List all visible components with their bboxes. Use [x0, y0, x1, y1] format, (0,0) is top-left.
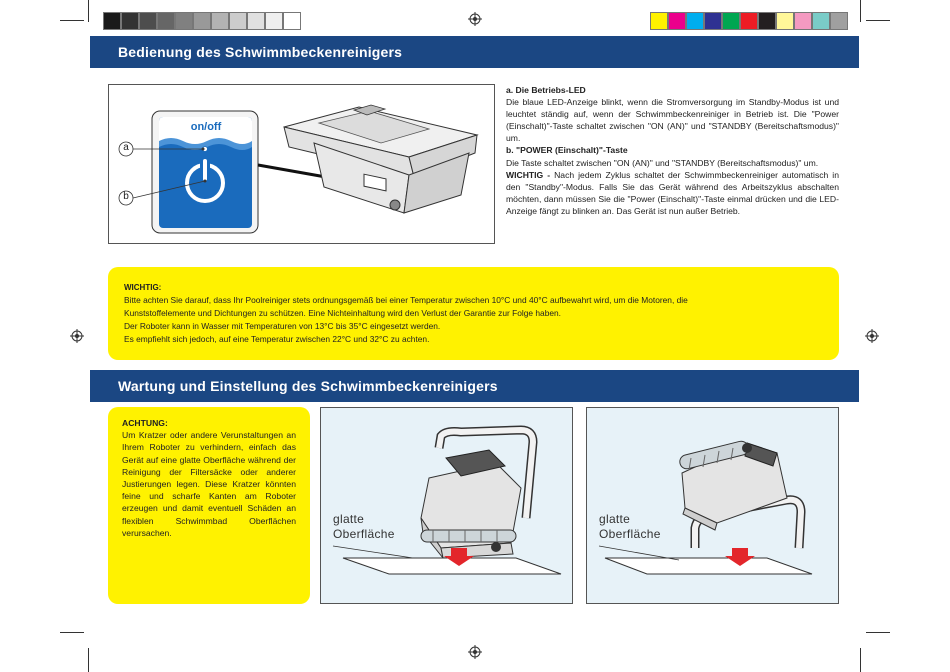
grayscale-color-bar — [103, 12, 301, 30]
surface-label-line1: glatte — [599, 512, 631, 526]
section-title: Bedienung des Schwimmbeckenreinigers — [118, 44, 403, 60]
led-heading: a. Die Betriebs-LED — [506, 85, 586, 95]
robot-figure-panel — [586, 407, 839, 604]
registration-mark-icon — [468, 645, 482, 659]
power-supply-illustration — [109, 85, 494, 243]
temperature-warning-box — [108, 267, 839, 360]
registration-mark-icon — [865, 329, 879, 343]
warning-heading: WICHTIG: — [124, 283, 162, 292]
caution-heading: ACHTUNG: — [122, 418, 168, 428]
surface-label-line1: glatte — [333, 512, 365, 526]
power-button-description: Die Taste schaltet zwischen "ON (AN)" und "STANDBY (Bereitschaftsmodus)" um. — [506, 157, 819, 168]
caution-box — [108, 407, 310, 604]
surface-label — [333, 512, 395, 542]
surface-label — [599, 512, 661, 542]
section-title: Wartung und Einstellung des Schwimmbeckenreinigers — [118, 378, 498, 394]
important-text: Nach jedem Zyklus schaltet der Schwimmbeckenreiniger automatisch in den "Standby"-Modus. Falls Sie das Gerät während des Arbeitszyklus abschalten möchten, dann müssen Sie die "Power (Einschalt)"-Taste einmal drücken und die LED-Anzeige fängt zu blinken an. Das Gerät ist nun außer Betrieb. — [506, 169, 839, 216]
callout-a: a — [123, 142, 129, 153]
section-header — [90, 370, 859, 402]
robot-figure-panel — [320, 407, 573, 604]
crop-mark — [866, 632, 890, 633]
crop-mark — [88, 0, 89, 22]
callout-b: b — [123, 191, 129, 202]
warning-line: Es empfiehlt sich jedoch, auf eine Temperatur zwischen 22°C und 32°C zu achten. — [124, 334, 430, 344]
robot-on-surface-illustration — [587, 408, 838, 603]
power-button-heading: b. "POWER (Einschalt)"-Taste — [506, 145, 628, 156]
device-figure — [108, 84, 495, 244]
crop-mark — [88, 648, 89, 672]
important-note — [506, 169, 839, 217]
warning-line: Bitte achten Sie darauf, dass Ihr Poolreiniger stets ordnungsgemäß bei einer Temperatur zwischen 10°C und 40°C aufbewahrt wird, um die Motoren, die — [124, 295, 688, 305]
caution-text: Um Kratzer oder andere Verunstaltungen an Ihrem Roboter zu verhindern, einfach das Gerät auf eine glatte Oberfläche während der Reinigung der Filtersäcke oder anderer Justierungen legen. Diese Kratzer könnten feine und scharfe Kanten am Roboter erzeugen und damit eventuell Schäden an flexiblen Schwimmbad Oberflächen verursachen. — [122, 430, 296, 538]
registration-mark-icon — [70, 329, 84, 343]
important-label: WICHTIG - — [506, 169, 551, 180]
section-header — [90, 36, 859, 68]
surface-label-line2: Oberfläche — [599, 527, 661, 541]
crop-mark — [60, 20, 84, 21]
panel-label: on/off — [190, 121, 222, 133]
cmyk-color-bar — [650, 12, 848, 30]
crop-mark — [860, 0, 861, 22]
led-description: Die blaue LED-Anzeige blinkt, wenn die Stromversorgung im Standby-Modus ist und leuchtet ständig auf, wenn der Schwimmbeckenreiniger in Betrieb ist. Die "Power (Einschalt)"-Taste schaltet zwischen "ON (AN)" und "STANDBY (Bereitschaftsmodus)" um. — [506, 97, 839, 144]
robot-on-surface-illustration — [321, 408, 572, 603]
warning-line: Der Roboter kann in Wasser mit Temperaturen von 13°C bis 35°C eingesetzt werden. — [124, 321, 441, 331]
crop-mark — [860, 648, 861, 672]
surface-label-line2: Oberfläche — [333, 527, 395, 541]
led-info-text — [506, 84, 839, 217]
warning-line: Kunststoffelemente und Dichtungen zu schützen. Eine Nichteinhaltung wird den Verlust der Garantie zur Folge haben. — [124, 308, 562, 318]
registration-mark-icon — [468, 12, 482, 26]
crop-mark — [866, 20, 890, 21]
crop-mark — [60, 632, 84, 633]
